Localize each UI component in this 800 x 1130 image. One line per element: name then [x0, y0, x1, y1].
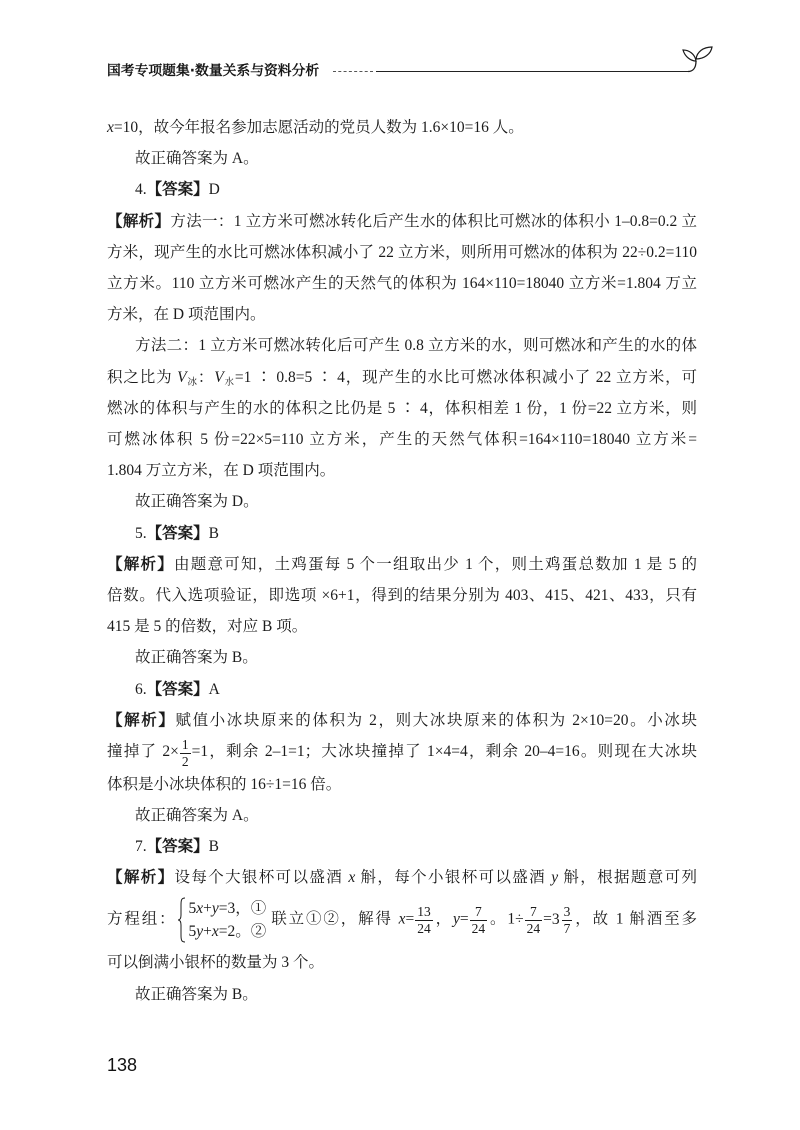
text-run: 斛，根据题意可列 — [558, 869, 697, 887]
math-variable: x — [348, 869, 356, 887]
text-run: ① — [250, 900, 267, 918]
paragraph-analysis — [107, 549, 697, 643]
fraction-numerator: 13 — [417, 904, 431, 920]
mixed-number — [551, 904, 574, 937]
text-run: ，故 1 斛酒至多 — [573, 910, 697, 928]
text-run: =1，剩余 2–1=1；大冰块撞掉了 1×4=4，剩余 20–4=16。则现在大冰块 — [191, 743, 697, 761]
text-run: 撞掉了 2× — [107, 743, 179, 761]
subscripted-variable — [214, 369, 235, 386]
text-run: 由题意可知，土鸡蛋每 5 个一组取出少 1 个，则土鸡蛋总数加 1 是 5 的 — [174, 555, 697, 573]
text-run: 方法一：1 立方米可燃冰转化后产生水的体积比可燃冰的体积小 1–0.8=0.2 立 — [170, 212, 697, 230]
text-line — [107, 800, 697, 831]
variable-base: V — [177, 368, 187, 386]
paragraph-conclusion — [107, 979, 697, 1010]
text-run: + — [203, 923, 212, 941]
equation-row — [189, 897, 267, 920]
fraction-denominator: 2 — [181, 753, 189, 769]
running-header-title: 国考专项题集·数量关系与资料分析 — [107, 63, 320, 79]
text-run: 可燃冰体积 5 份=22×5=110 立方米，产生的天然气体积=164×110=18040 立方米= — [107, 431, 697, 449]
text-run: =1 ∶ 0.8=5 ∶ 4，现产生的水比可燃冰体积减小了 22 立方米，可 — [234, 368, 697, 386]
text-run: 5 — [188, 923, 197, 941]
paragraph-analysis — [107, 206, 697, 331]
text-line — [107, 330, 697, 361]
fraction-numerator: 7 — [470, 904, 488, 921]
text-run: B — [208, 837, 219, 855]
math-variable: y — [453, 910, 460, 928]
fraction — [180, 737, 191, 769]
text-line — [107, 893, 697, 947]
text-line — [107, 947, 697, 978]
text-line — [107, 611, 697, 642]
text-run: ② — [250, 923, 267, 941]
text-run: ， — [433, 910, 454, 928]
text-line — [107, 299, 697, 330]
fraction-denominator: 24 — [471, 921, 486, 937]
math-variable: y — [211, 900, 219, 918]
text-run: =3， — [218, 900, 251, 918]
text-run: 4. — [135, 181, 147, 199]
text-run: 故正确答案为 A。 — [135, 150, 259, 168]
text-run: 积之比为 — [107, 368, 178, 386]
text-run: B — [208, 524, 219, 542]
variable-subscript: 水 — [223, 377, 235, 388]
math-variable: y — [551, 869, 559, 887]
sprout-icon — [676, 42, 716, 76]
math-variable: x — [107, 119, 114, 136]
text-line — [107, 705, 697, 736]
text-run: = — [405, 910, 415, 928]
bold-label: 【答案】 — [146, 836, 209, 855]
text-run: 故正确答案为 A。 — [135, 806, 259, 824]
text-line — [107, 518, 697, 549]
fraction-numerator: 3 — [563, 904, 571, 920]
text-run: 体积是小冰块体积的 16÷1=16 倍。 — [107, 775, 342, 793]
text-line — [107, 486, 697, 517]
text-line — [107, 769, 697, 800]
text-line — [107, 237, 697, 268]
text-line — [107, 674, 697, 705]
paragraph-answer — [107, 674, 697, 705]
paragraph-answer — [107, 831, 697, 862]
bold-label: 【解析】 — [107, 868, 175, 887]
fraction-denominator: 7 — [563, 921, 571, 937]
text-line — [107, 143, 697, 174]
math-variable: y — [196, 923, 204, 941]
text-run: 倍数。代入选项验证，即选项 ×6+1，得到的结果分别为 403、415、421、433，只有 — [107, 587, 697, 605]
text-run: 1.804 万立方米，在 D 项范围内。 — [107, 462, 336, 480]
text-run: 设每个大银杯可以盛酒 — [174, 869, 349, 887]
text-run: 5 — [188, 900, 197, 918]
text-run: 故正确答案为 B。 — [135, 649, 258, 667]
text-line — [107, 580, 697, 611]
header-rule-dashed — [333, 71, 373, 72]
left-brace-icon — [177, 897, 186, 943]
fraction — [415, 904, 433, 936]
paragraph-continuation — [107, 112, 697, 143]
subscripted-variable — [177, 369, 198, 386]
text-run: 联立①②，解得 — [269, 910, 399, 928]
fraction — [525, 904, 543, 936]
text-run: 方法二：1 立方米可燃冰转化后可产生 0.8 立方米的水，则可燃冰和产生的水的体 — [135, 337, 697, 355]
equation-rows — [189, 897, 267, 943]
text-line — [107, 206, 697, 237]
text-run: A — [208, 680, 220, 698]
text-run: D — [208, 181, 220, 199]
text-line — [107, 549, 697, 580]
text-line — [107, 736, 697, 768]
text-run: = — [459, 910, 469, 928]
paragraph-analysis — [107, 862, 697, 978]
text-line — [107, 174, 697, 205]
text-run: 6. — [135, 680, 147, 698]
math-variable: x — [211, 923, 219, 941]
math-variable: x — [398, 910, 406, 928]
text-line — [107, 112, 697, 143]
variable-base: V — [214, 368, 224, 386]
text-run: =2。 — [218, 923, 251, 941]
text-run: 斛，每个小银杯可以盛酒 — [355, 869, 552, 887]
paragraph-conclusion — [107, 642, 697, 673]
text-line — [107, 862, 697, 893]
bold-label: 【解析】 — [107, 710, 176, 729]
text-line — [107, 268, 697, 299]
variable-subscript: 冰 — [186, 377, 198, 388]
text-run: = — [543, 910, 552, 928]
text-run: 立方米。110 立方米可燃冰产生的天然气的体积为 164×110=18040 立方米=1.804 万立 — [107, 275, 697, 293]
bold-label: 【解析】 — [107, 554, 174, 573]
fraction-denominator: 24 — [417, 921, 431, 937]
paragraph-conclusion — [107, 800, 697, 831]
fraction-numerator: 1 — [181, 736, 189, 752]
text-run: 7. — [135, 837, 147, 855]
bold-label: 【答案】 — [146, 180, 209, 199]
fraction-denominator: 24 — [526, 921, 541, 937]
text-run: 方米，现产生的水比可燃冰体积减小了 22 立方米，则所用可燃冰的体积为 22÷0.2=110 — [107, 243, 697, 261]
bold-label: 【答案】 — [146, 679, 209, 698]
paragraph-answer — [107, 174, 697, 205]
fraction-numerator: 7 — [525, 904, 543, 921]
text-line — [107, 979, 697, 1010]
paragraph-method — [107, 330, 697, 486]
text-run: 赋值小冰块原来的体积为 2，则大冰块原来的体积为 2×10=20。小冰块 — [175, 711, 697, 729]
text-line — [107, 362, 697, 393]
text-run: 燃冰的体积与产生的水的体积之比仍是 5 ∶ 4，体积相差 1 份，1 份=22 立方米，则 — [107, 399, 697, 417]
fraction — [562, 904, 573, 936]
text-run: 故正确答案为 D。 — [135, 493, 259, 511]
text-line — [107, 642, 697, 673]
text-run: + — [203, 900, 212, 918]
text-run: 方程组： — [107, 910, 177, 928]
text-run: ： — [197, 368, 215, 386]
text-run: 5. — [135, 524, 147, 542]
math-variable: x — [196, 900, 204, 918]
paragraph-conclusion — [107, 143, 697, 174]
paragraph-answer — [107, 518, 697, 549]
text-run: 故正确答案为 B。 — [135, 985, 258, 1003]
solution-text — [107, 112, 697, 1010]
equation-system — [177, 893, 267, 947]
bold-label: 【解析】 — [107, 211, 171, 230]
fraction — [470, 904, 488, 936]
header-rule — [376, 71, 688, 72]
paragraph-analysis — [107, 705, 697, 800]
text-run: =10，故今年报名参加志愿活动的党员人数为 1.6×10=16 人。 — [113, 119, 524, 136]
text-run: 415 是 5 的倍数，对应 B 项。 — [107, 618, 308, 636]
text-line — [107, 831, 697, 862]
equation-row — [189, 920, 267, 943]
text-run: 。1÷ — [488, 910, 524, 928]
text-line — [107, 455, 697, 486]
mixed-number-whole: 3 — [551, 910, 560, 928]
text-line — [107, 393, 697, 424]
bold-label: 【答案】 — [146, 523, 209, 542]
text-run: 方米，在 D 项范围内。 — [107, 306, 266, 324]
text-line — [107, 424, 697, 455]
paragraph-conclusion — [107, 486, 697, 517]
text-run: 可以倒满小银杯的数量为 3 个。 — [107, 954, 325, 972]
page-number: 138 — [107, 1055, 138, 1075]
